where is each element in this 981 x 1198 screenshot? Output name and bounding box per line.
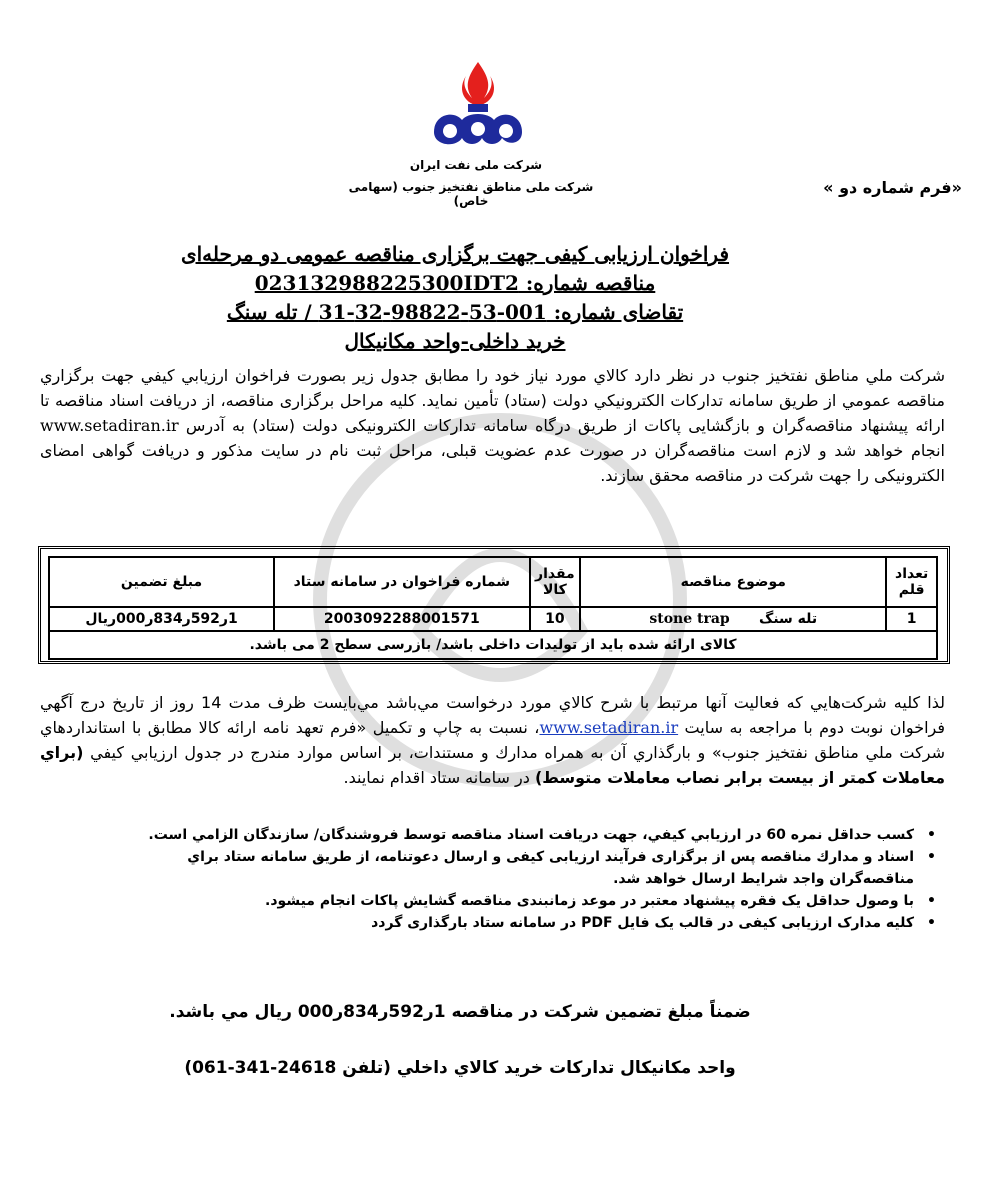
intro-paragraph [40,363,945,488]
request-number: تقاضای شماره: 001-53-98822-32-31 / تله سنگ [226,300,684,324]
setad-url: www.setadiran.ir [40,416,179,435]
company-name-nioc: شرکت ملی نفت ایران [409,158,543,172]
conditions-list [120,824,938,934]
cell-qty: 10 [530,607,581,631]
contact-info: واحد مكانيكال تداركات خريد كالاي داخلي (تلفن 24618-341-061) [184,1058,736,1078]
para2-text-1: لذا كليه شركت‌هايي كه فعاليت آنها مرتبط با شرح كالاي مورد درخواست مي‌باشد مي‌بايست ظرف مدت 14 روز از تاريخ درج آگهي فراخوان نوبت دوم با مراجعه به سايت [40,693,946,737]
list-item: • کلیه مدارک ارزیابی کیفی در قالب یک فایل PDF در سامانه ستاد بارگذاری گردد [120,912,920,934]
list-item: • كسب حداقل نمره 60 در ارزيابي كيفي، جهت دريافت اسناد مناقصه توسط فروشندگان/ سازندگان الزامي است. [120,824,920,846]
tender-table [38,546,950,664]
para2-text-2: ، نسبت به چاپ و تكميل «فرم تعهد نامه ارائه كالا مطابق با استانداردهاي شركت ملي مناطق نفتخيز جنوب» و بارگذاري آن به همراه مدارك و مستندات، بر اساس موارد مندرج در جدول ارزيابي كيفي [40,718,945,762]
header-guarantee: مبلغ تضمین [49,557,274,607]
header-subject: موضوع مناقصه [580,557,886,607]
intro-text-2: انجام خواهد شد و لازم است مناقصه‌گران در صورت عدم عضویت قبلی، مراحل ثبت نام در سایت مذکور و دریافت گواهی امضای الکترونیکی را جهت شرکت در مناقصه محقق سازند. [40,441,945,485]
title-block [160,240,750,356]
guarantee-statement: ضمناً مبلغ تضمين شركت در مناقصه 1ر592ر834ر000 ريال مي باشد. [169,1002,751,1022]
company-name-nisoc: شرکت ملی مناطق نفتخیز جنوب (سهامی خاص) [348,180,594,208]
list-item: • اسناد و مدارك مناقصه پس از برگزاری فرآیند ارزیابی کیفی و ارسال دعوتنامه، از طريق سامانه ستاد براي مناقصه‌گران واجد شرايط ارسال خواهد شد. [120,846,920,890]
form-number: «فرم شماره دو » [823,178,962,197]
header-count: تعداد قلم [886,557,937,607]
cell-guarantee: 1ر592ر834ر000ريال [49,607,274,631]
table-note-row [49,631,937,659]
purchase-unit: خرید داخلی-واحد مکانیکال [344,329,566,353]
cell-count: 1 [886,607,937,631]
list-item: • با وصول حداقل یک فقره پیشنهاد معتبر در موعد زمانبندی مناقصه گشایش پاکات انجام میشود. [120,890,920,912]
table-note: کالای ارائه شده باید از تولیدات داخلی باشد/ بازرسی سطح 2 می باشد. [49,631,937,659]
subject-en: stone trap [649,611,730,627]
header-setad-no: شماره فراخوان در سامانه ستاد [274,557,529,607]
tender-number: مناقصه شماره: 023132988225300IDT2 [254,271,656,295]
subject-fa: تله سنگ [758,611,818,627]
para2-bold: (براي معاملات كمتر از بيست برابر نصاب معاملات متوسط) [40,743,945,787]
nioc-logo-icon [428,58,528,150]
table-row [49,607,937,631]
para2-text-3: در سامانه ستاد اقدام نمايند. [343,768,530,787]
setad-link[interactable]: www.setadiran.ir [539,718,679,737]
intro-text-1: شركت ملي مناطق نفتخيز جنوب در نظر دارد كالاي مورد نياز خود را مطابق جدول زير بصورت فراخوان ارزيابي كيفي جهت برگزاري مناقصه عمومي از طريق سامانه تداركات الكترونيكي دولت (ستاد) تأمين نمايد. كليه مراحل برگزاری مناقصه، از دریافت اسناد مناقصه تا ارائه پیشنهاد مناقصه‌گران و بازگشایی پاکات از طریق درگاه سامانه تدارکات الکترونیکی دولت (ستاد) به آدرس [40,366,945,435]
header-qty: مقدار کالا [530,557,581,607]
title-main: فراخوان ارزیابی کیفی جهت برگزاری مناقصه عمومی دو مرحله‌ای [180,242,730,266]
requirements-paragraph [40,690,945,790]
table-header-row [49,557,937,607]
cell-subject [580,607,886,631]
cell-setad-no: 2003092288001571 [274,607,529,631]
